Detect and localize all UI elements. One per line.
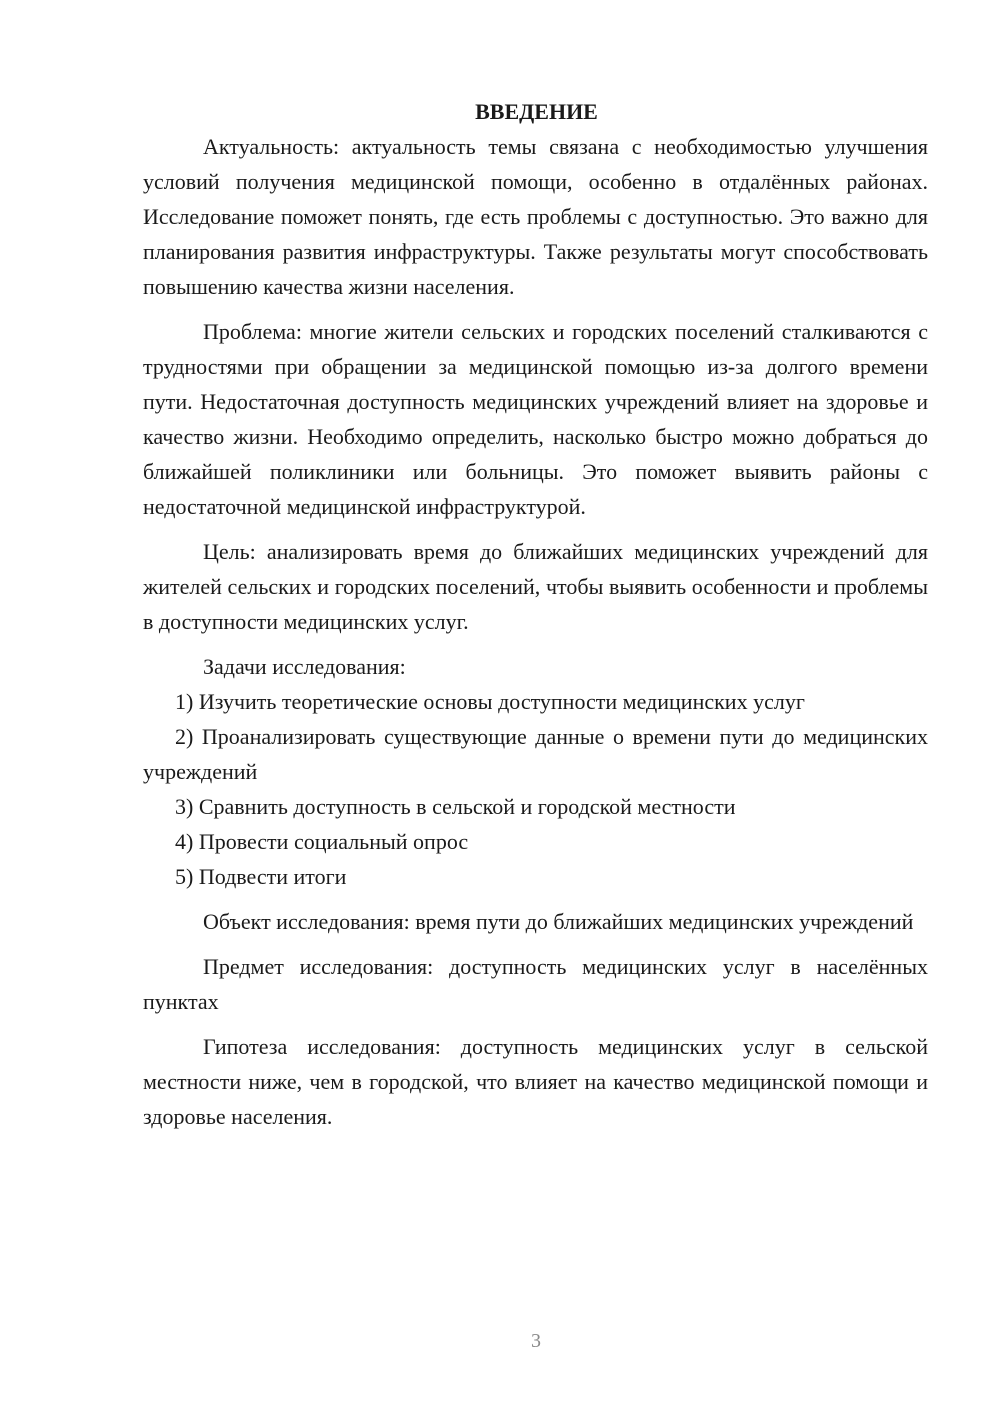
goal-paragraph: Цель: анализировать время до ближайших медицинских учреждений для жителей сельских и городских поселений, чтобы выявить особенности и проблемы в доступности медицинских услуг.	[143, 539, 928, 634]
section-title: ВВЕДЕНИЕ	[475, 99, 598, 124]
task-item-3: 3) Сравнить доступность в сельской и городской местности	[175, 794, 736, 819]
tasks-heading: Задачи исследования:	[203, 654, 406, 679]
task-item-1: 1) Изучить теоретические основы доступности медицинских услуг	[175, 689, 805, 714]
problem-paragraph: Проблема: многие жители сельских и городских поселений сталкиваются с трудностями при обращении за медицинской помощью из-за долгого времени пути. Недостаточная доступность медицинских учреждений влияет на здоровье и качество жизни. Необходимо определить, насколько быстро можно добраться до ближайшей поликлиники или больницы. Это поможет выявить районы с недостаточной медицинской инфраструктурой.	[143, 319, 928, 519]
page-content	[143, 94, 928, 1134]
object-paragraph: Объект исследования: время пути до ближайших медицинских учреждений	[203, 909, 914, 934]
subject-paragraph: Предмет исследования: доступность медицинских услуг в населённых пунктах	[143, 954, 928, 1014]
relevance-paragraph: Актуальность: актуальность темы связана с необходимостью улучшения условий получения медицинской помощи, особенно в отдалённых районах. Исследование поможет понять, где есть проблемы с доступностью. Это важно для планирования развития инфраструктуры. Также результаты могут способствовать повышению качества жизни населения.	[143, 134, 928, 299]
task-item-2: 2) Проанализировать существующие данные о времени пути до медицинских учреждений	[143, 724, 928, 784]
task-item-5: 5) Подвести итоги	[175, 864, 347, 889]
task-item-4: 4) Провести социальный опрос	[175, 829, 469, 854]
hypothesis-paragraph: Гипотеза исследования: доступность медицинских услуг в сельской местности ниже, чем в городской, что влияет на качество медицинской помощи и здоровье населения.	[143, 1034, 928, 1129]
page-number: 3	[531, 1330, 541, 1352]
